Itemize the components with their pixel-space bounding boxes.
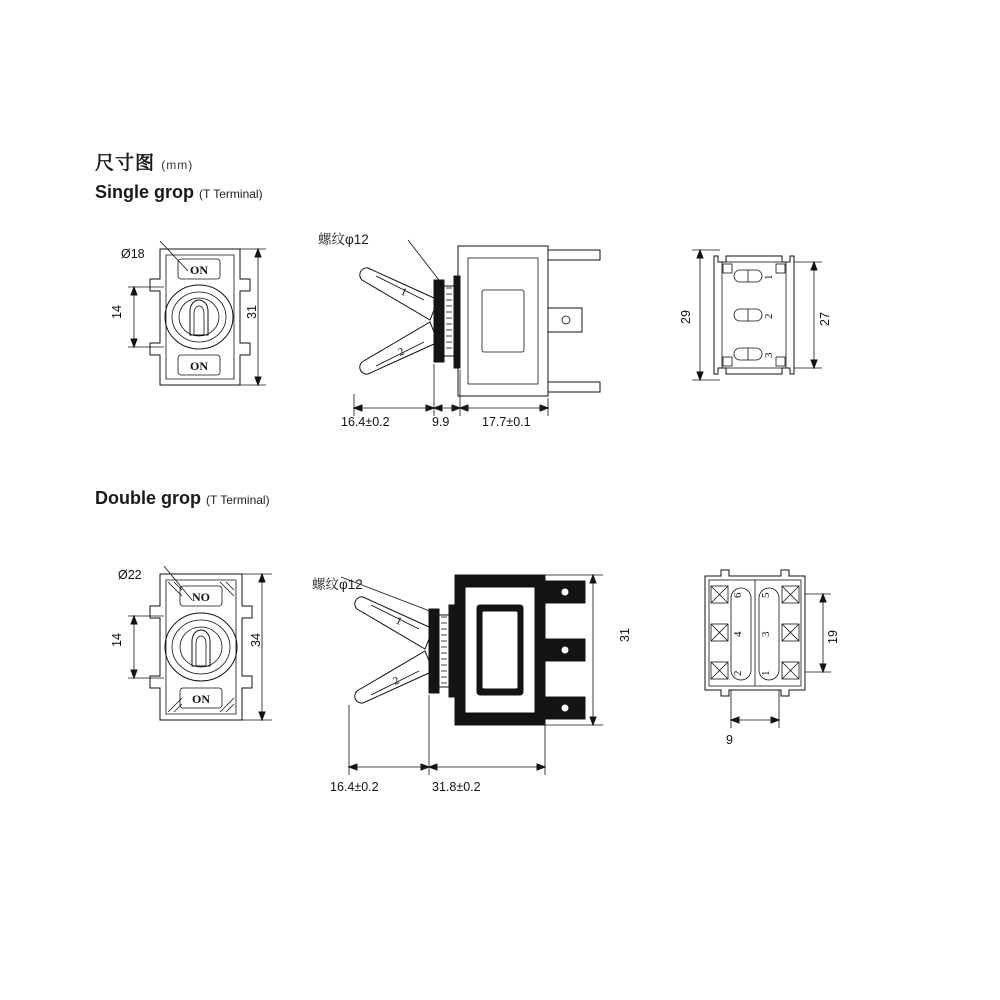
double-front-diameter-label: Ø22 <box>118 568 142 582</box>
double-side-dim-1: 16.4±0.2 <box>330 780 379 794</box>
single-bottom-terminal-num-2: 2 <box>763 313 775 319</box>
single-front-diameter-label: Ø18 <box>121 247 145 261</box>
page-title <box>95 148 193 175</box>
double-front-inner-height-dim: 14 <box>109 633 124 647</box>
section-title-single-text: Single grop <box>95 182 194 202</box>
section-title-single <box>95 182 263 203</box>
single-bottom-terminal-num-3: 3 <box>763 352 775 358</box>
single-bottom-dim-right: 27 <box>817 312 832 326</box>
double-bottom-dim-bottom: 9 <box>726 733 733 747</box>
double-side-lever-num-1: 1 <box>393 614 404 628</box>
section-title-double-text: Double grop <box>95 488 201 508</box>
double-front-view <box>100 560 280 745</box>
double-bottom-terminal-num-1: 1 <box>760 670 772 676</box>
single-bottom-terminal-num-1: 1 <box>763 274 775 280</box>
single-side-dim-2: 9.9 <box>432 415 450 429</box>
single-side-lever-num-1: 1 <box>398 285 409 299</box>
single-side-thread-label: 螺纹φ12 <box>318 232 369 247</box>
double-side-dim-height: 31 <box>617 628 632 642</box>
single-front-outer-height-dim: 31 <box>244 305 259 319</box>
double-bottom-view <box>675 558 835 748</box>
double-side-lever-num-2: 2 <box>391 674 402 688</box>
double-front-plate-top-label: NO <box>192 590 210 604</box>
double-side-thread-label: 螺纹φ12 <box>312 577 363 592</box>
double-bottom-terminal-num-6: 6 <box>732 592 744 598</box>
double-front-plate-bottom-label: ON <box>192 692 210 706</box>
single-front-plate-top-label: ON <box>190 263 208 277</box>
double-bottom-dim-right: 19 <box>825 630 840 644</box>
section-subtitle-single: (T Terminal) <box>199 187 263 201</box>
single-front-inner-height-dim: 14 <box>109 305 124 319</box>
double-front-outer-height-dim: 34 <box>248 633 263 647</box>
single-side-view <box>330 228 630 428</box>
double-side-view <box>315 555 635 790</box>
double-bottom-terminal-num-5: 5 <box>760 592 772 598</box>
single-bottom-view <box>690 240 830 400</box>
section-subtitle-double: (T Terminal) <box>206 493 270 507</box>
single-bottom-dim-left: 29 <box>678 310 693 324</box>
single-side-dim-1: 16.4±0.2 <box>341 415 390 429</box>
double-side-dim-2: 31.8±0.2 <box>432 780 481 794</box>
page-title-text: 尺寸图 <box>95 153 156 174</box>
single-front-view <box>100 235 270 415</box>
double-bottom-terminal-num-4: 4 <box>732 631 744 637</box>
single-front-plate-bottom-label: ON <box>190 359 208 373</box>
double-bottom-terminal-num-2: 2 <box>732 670 744 676</box>
page-title-unit: (mm) <box>161 158 194 172</box>
section-title-double <box>95 488 270 509</box>
double-bottom-terminal-num-3: 3 <box>760 631 772 637</box>
single-side-lever-num-2: 2 <box>396 345 407 359</box>
single-side-dim-3: 17.7±0.1 <box>482 415 531 429</box>
